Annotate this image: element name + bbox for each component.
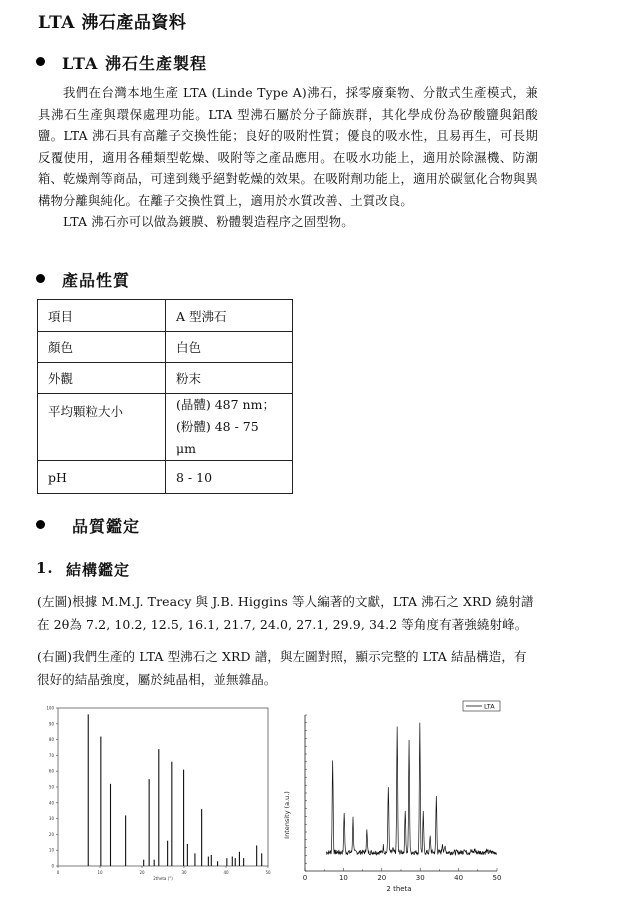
bullet-icon — [36, 274, 45, 283]
y-tick-label: 10 — [48, 847, 54, 853]
table-row — [38, 300, 293, 332]
bullet-icon — [36, 520, 45, 529]
x-tick-label: 10 — [97, 870, 103, 875]
x-tick-label: 50 — [492, 874, 502, 882]
section-heading-production: LTA 沸石生產製程 — [62, 54, 207, 73]
reference-xrd-plot-area — [46, 706, 271, 882]
table-row — [38, 394, 293, 461]
plot-frame — [58, 708, 268, 866]
x-tick-label: 30 — [181, 870, 187, 875]
particle-size-powder: (粉體) 48 - 75 μm — [176, 419, 259, 456]
x-tick-label: 0 — [302, 874, 308, 882]
x-tick-label: 50 — [265, 870, 271, 875]
subsection-heading: 結構鑑定 — [66, 561, 131, 579]
xrd-reference-paragraph: (左圖)根據 M.M.J. Treacy 與 J.B. Higgins 等人編著的文獻，LTA 沸石之 XRD 繞射譜在 2θ為 7.2, 10.2, 12.5, 16.1, 21.7, 24.0, 27.1, 29.9, 34.2 等角度有著強繞射峰。 — [37, 594, 534, 632]
section-heading-properties: 產品性質 — [62, 271, 131, 290]
xrd-sample-paragraph: (右圖)我們生產的 LTA 型沸石之 XRD 譜，與左圖對照，顯示完整的 LTA 結晶構造，有很好的結晶強度，屬於純晶相，並無雜晶。 — [37, 649, 527, 687]
table-cell-label: 平均顆粒大小 — [38, 394, 166, 461]
document-title: LTA 沸石產品資料 — [38, 13, 187, 33]
x-tick-label: 40 — [454, 874, 464, 882]
y-tick-label: 40 — [48, 800, 54, 806]
table-cell-label: 顏色 — [38, 332, 166, 363]
properties-table — [37, 299, 293, 494]
y-tick-label: 0 — [51, 863, 54, 869]
y-tick-label: 60 — [48, 768, 54, 774]
x-tick-label: 40 — [223, 870, 229, 875]
y-tick-label: 20 — [48, 831, 54, 837]
y-tick-label: 70 — [48, 752, 54, 758]
subsection-number: 1. — [36, 559, 54, 577]
section-heading-quality: 品質鑑定 — [72, 517, 141, 536]
production-paragraph-2: LTA 沸石亦可以做為鍍膜、粉體製造程序之固型物。 — [63, 215, 354, 229]
x-axis-label: 2 theta — [386, 885, 412, 893]
table-row — [38, 332, 293, 363]
xrd-series-line — [326, 723, 497, 855]
x-tick-label: 10 — [338, 874, 348, 882]
x-tick-label: 0 — [56, 870, 60, 875]
table-cell-value: 白色 — [166, 332, 293, 363]
x-tick-label: 20 — [139, 870, 145, 875]
sample-xrd-plot-area — [283, 701, 501, 893]
y-axis-label: Intensity (a.u.) — [283, 791, 291, 839]
y-tick-label: 100 — [46, 705, 54, 711]
legend-label: LTA — [484, 702, 495, 711]
production-text — [38, 83, 538, 234]
table-cell-value — [166, 394, 293, 461]
table-cell-value: 8 - 10 — [166, 461, 293, 494]
table-cell-label: 外觀 — [38, 363, 166, 394]
sample-xrd-chart — [275, 695, 510, 900]
x-tick-label: 20 — [377, 874, 387, 882]
y-tick-label: 80 — [48, 737, 54, 743]
y-tick-label: 50 — [48, 784, 54, 790]
y-tick-label: 30 — [48, 816, 54, 822]
table-cell-label: pH — [38, 461, 166, 494]
table-row — [38, 461, 293, 494]
table-row — [38, 363, 293, 394]
reference-xrd-chart — [40, 700, 280, 890]
table-cell-label: 項目 — [38, 300, 166, 332]
x-tick-label: 30 — [415, 874, 425, 882]
table-cell-value: 粉末 — [166, 363, 293, 394]
table-cell-value: A 型沸石 — [166, 300, 293, 332]
production-paragraph: 我們在台灣本地生產 LTA (Linde Type A)沸石，採零廢棄物、分散式生產模式，兼具沸石生產與環保處理功能。LTA 型沸石屬於分子篩族群，其化學成份為矽酸鹽與鋁酸鹽。LTA 沸石具有高離子交換性能；良好的吸附性質；優良的吸水性，且易再生，可長期反覆使用，適用各種類型乾燥、吸附等之產品應用。在吸水功能上，適用於除濕機、防潮箱、乾燥劑等商品，可達到幾乎絕對乾燥的效果。在吸附劑功能上，適用於碳氫化合物與異構物分離與純化。在離子交換性質上，適用於水質改善、土質改良。 — [38, 86, 538, 208]
bullet-icon — [36, 57, 45, 66]
y-tick-label: 90 — [48, 721, 54, 727]
x-axis-label: 2theta (°) — [153, 876, 173, 881]
particle-size-crystal: (晶體) 487 nm； — [176, 397, 275, 412]
